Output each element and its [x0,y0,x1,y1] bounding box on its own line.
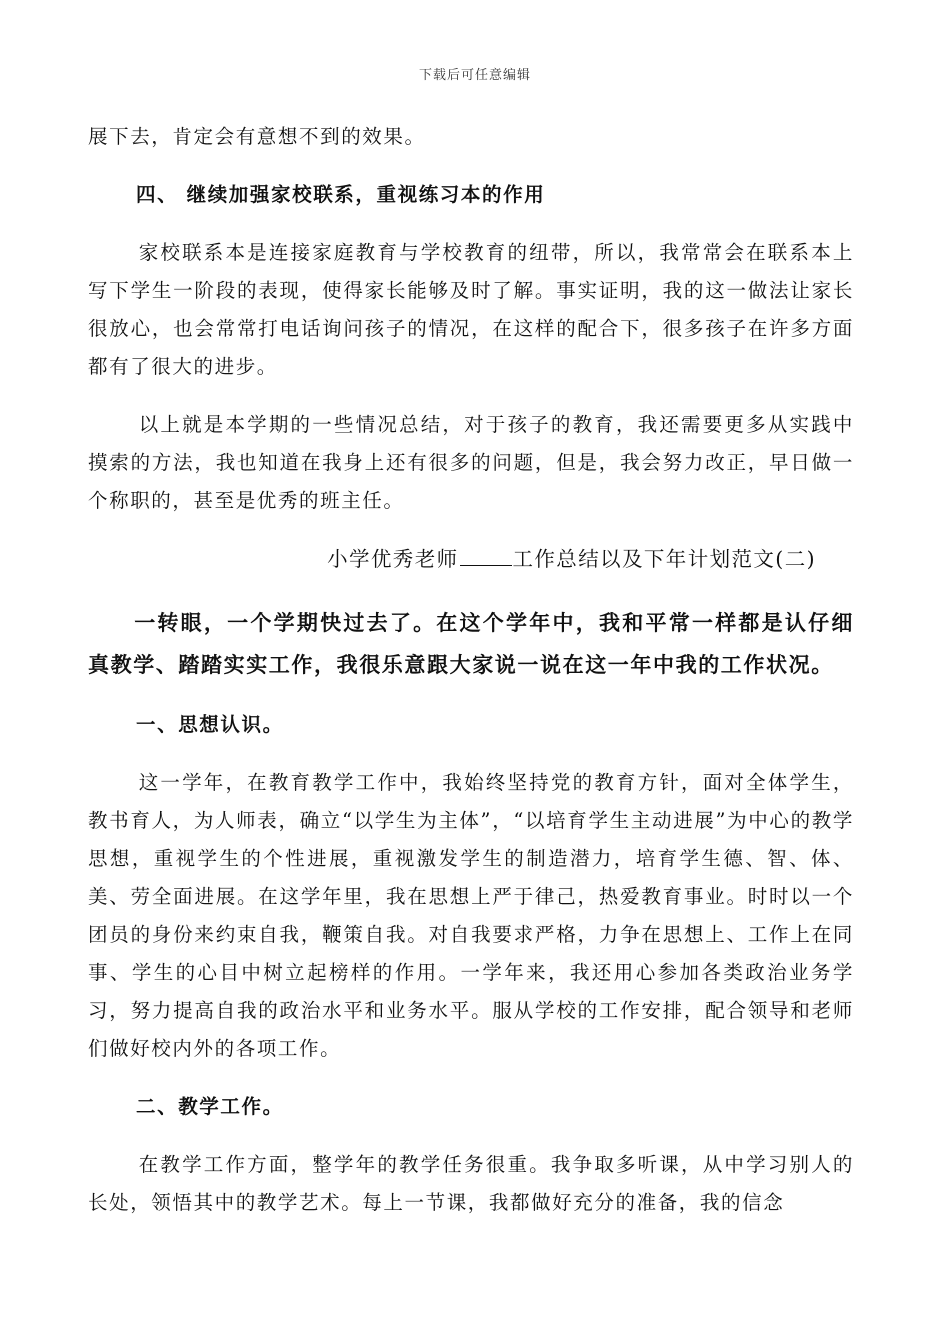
title-blank-line [460,547,512,566]
paragraph-continuation: 展下去，肯定会有意想不到的效果。 [88,125,426,148]
document-body [88,118,854,1222]
paragraph-thought: 这一学年，在教育教学工作中，我始终坚持党的教育方针，面对全体学生，教书育人，为人师表，确立“以学生为主体”，“以培育学生主动进展”为中心的教学思想，重视学生的个性进展，重视激发学生的制造潜力，培育学生德、智、体、美、劳全面进展。在这学年里，我在思想上严于律己，热爱教育事业。时时以一个团员的身份来约束自我，鞭策自我。对自我要求严格，力争在思想上、工作上在同事、学生的心目中树立起榜样的作用。一学年来，我还用心参加各类政治业务学习，努力提高自我的政治水平和业务水平。服从学校的工作安排，配合领导和老师们做好校内外的各项工作。 [88,771,854,1060]
paragraph-semester-summary: 以上就是本学期的一些情况总结，对于孩子的教育，我还需要更多从实践中摸索的方法，我也知道在我身上还有很多的问题，但是，我会努力改正，早日做一个称职的，甚至是优秀的班主任。 [88,413,854,512]
heading-section-two: 二、教学工作。 [136,1095,284,1118]
article-title [88,540,854,578]
heading-section-four: 四、 继续加强家校联系，重视练习本的作用 [136,183,546,206]
paragraph-intro: 一转眼，一个学期快过去了。在这个学年中，我和平常一样都是认仔细真教学、踏踏实实工作，我很乐意跟大家说一说在这一年中我的工作状况。 [88,610,854,677]
paragraph-teaching: 在教学工作方面，整学年的教学任务很重。我争取多听课，从中学习别人的长处，领悟其中的教学艺术。每上一节课，我都做好充分的准备，我的信念 [88,1153,854,1214]
title-part-one: 小学优秀老师 [327,547,459,571]
header-note: 下载后可任意编辑 [418,68,531,83]
heading-section-one: 一、思想认识。 [136,713,284,736]
paragraph-liaison-book: 家校联系本是连接家庭教育与学校教育的纽带，所以，我常常会在联系本上写下学生一阶段的表现，使得家长能够及时了解。事实证明，我的这一做法让家长很放心，也会常常打电话询问孩子的情况，在这样的配合下，很多孩子在许多方面都有了很大的进步。 [88,241,854,378]
title-part-two: 工作总结以及下年计划范文(二) [512,547,816,571]
